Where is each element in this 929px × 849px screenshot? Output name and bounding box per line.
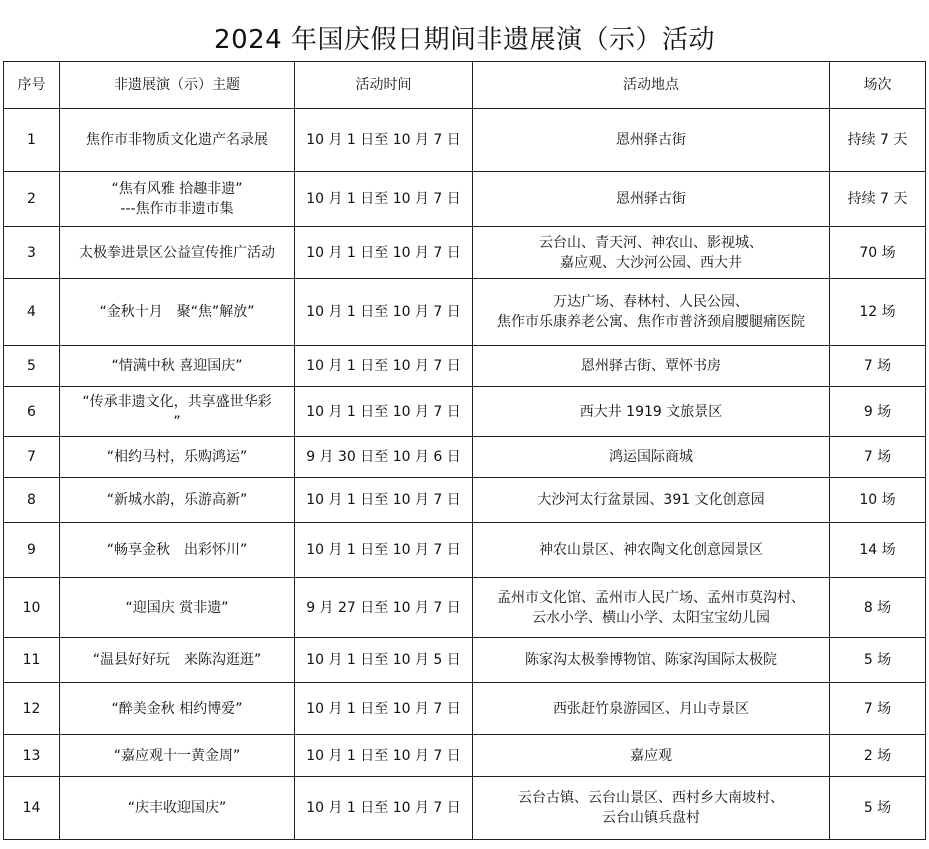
cell-index-text: 10 [22, 599, 41, 616]
cell-theme [60, 387, 295, 437]
cell-sessions-text: 5 场 [863, 800, 892, 816]
cell-sessions [830, 638, 926, 683]
cell-time-text: 10 月 1 日至 10 月 7 日 [306, 747, 461, 764]
cell-location-text: 神农山景区、神农陶文化创意园景区 [539, 542, 763, 558]
cell-sessions [830, 523, 926, 578]
cell-sessions [830, 227, 926, 279]
cell-sessions [830, 346, 926, 387]
cell-location-text: 大沙河太行盆景园、391 文化创意园 [537, 492, 765, 508]
cell-time [295, 735, 473, 777]
cell-sessions-text: 持续 7 天 [847, 191, 908, 207]
header-time: 活动时间 [295, 62, 473, 109]
cell-theme [60, 638, 295, 683]
cell-sessions-text: 2 场 [863, 747, 892, 764]
cell-theme-text: “情满中秋 喜迎国庆” [111, 358, 243, 374]
cell-index-text: 9 [27, 542, 36, 558]
cell-index [4, 172, 60, 227]
cell-location-text: 西张赶竹泉游园区、月山寺景区 [553, 700, 749, 717]
cell-location-text-line2: 云水小学、横山小学、太阳宝宝幼儿园 [532, 609, 770, 626]
cell-theme [60, 478, 295, 523]
cell-theme [60, 777, 295, 840]
table-row [4, 735, 926, 777]
cell-index [4, 227, 60, 279]
header-index: 序号 [4, 62, 60, 109]
cell-index [4, 387, 60, 437]
cell-index [4, 523, 60, 578]
cell-location [473, 735, 830, 777]
cell-time-text: 10 月 1 日至 10 月 7 日 [306, 191, 461, 207]
cell-location-text: 万达广场、春林村、人民公园、 [553, 294, 749, 310]
table-row [4, 777, 926, 840]
cell-location [473, 109, 830, 172]
cell-location-text-line2: 云台山镇兵盘村 [602, 810, 700, 826]
cell-index-text: 5 [27, 358, 36, 374]
cell-time [295, 478, 473, 523]
cell-theme [60, 172, 295, 227]
cell-sessions-text: 7 场 [863, 700, 892, 717]
cell-theme-text-line2: ” [173, 413, 181, 430]
cell-index [4, 683, 60, 735]
cell-sessions-text: 9 场 [863, 403, 892, 420]
cell-sessions-text: 5 场 [863, 652, 892, 668]
cell-theme-text: “迎国庆 赏非遗” [125, 599, 229, 616]
cell-location-text: 云台古镇、云台山景区、西村乡大南坡村、 [518, 790, 784, 806]
table-row [4, 387, 926, 437]
cell-index [4, 437, 60, 478]
cell-location [473, 227, 830, 279]
cell-sessions [830, 172, 926, 227]
cell-location [473, 387, 830, 437]
cell-sessions-text: 7 场 [863, 358, 892, 374]
cell-location [473, 279, 830, 346]
cell-sessions-text: 14 场 [859, 542, 896, 558]
cell-theme [60, 578, 295, 638]
table-row [4, 578, 926, 638]
cell-location [473, 172, 830, 227]
document-title: 2024 年国庆假日期间非遗展演（示）活动 [214, 25, 715, 55]
cell-location-text: 孟州市文化馆、孟州市人民广场、孟州市莫沟村、 [497, 589, 805, 606]
cell-theme [60, 437, 295, 478]
cell-index [4, 777, 60, 840]
cell-sessions [830, 437, 926, 478]
cell-index-text: 6 [27, 403, 36, 420]
cell-theme-text: “嘉应观十一黄金周” [113, 747, 241, 764]
cell-location-text-line2: 嘉应观、大沙河公园、西大井 [560, 254, 742, 271]
table-header-row [4, 62, 926, 109]
cell-index [4, 478, 60, 523]
cell-index [4, 279, 60, 346]
cell-index-text: 3 [27, 244, 36, 261]
cell-theme [60, 227, 295, 279]
cell-time [295, 346, 473, 387]
cell-location-text: 恩州驿古街 [616, 132, 686, 148]
cell-theme [60, 279, 295, 346]
cell-sessions-text: 8 场 [863, 599, 892, 616]
cell-theme-text: “相约马村，乐购鸿运” [106, 449, 248, 465]
cell-index [4, 638, 60, 683]
header-theme: 非遗展演（示）主题 [60, 62, 295, 109]
cell-location-text: 恩州驿古街、覃怀书房 [581, 358, 721, 374]
cell-theme-text: 太极拳进景区公益宣传推广活动 [79, 244, 275, 261]
cell-theme-text: “畅享金秋 出彩怀川” [106, 542, 248, 558]
table-row [4, 478, 926, 523]
cell-time [295, 279, 473, 346]
cell-location [473, 777, 830, 840]
cell-sessions [830, 777, 926, 840]
cell-time-text: 10 月 1 日至 10 月 7 日 [306, 358, 461, 374]
cell-location-text: 嘉应观 [630, 747, 672, 764]
cell-index [4, 346, 60, 387]
cell-sessions [830, 279, 926, 346]
table-row [4, 437, 926, 478]
cell-time-text: 10 月 1 日至 10 月 7 日 [306, 132, 461, 148]
cell-sessions [830, 683, 926, 735]
cell-sessions-text: 12 场 [859, 304, 896, 320]
cell-index-text: 13 [22, 747, 41, 764]
cell-location [473, 478, 830, 523]
table-row [4, 638, 926, 683]
table-row [4, 227, 926, 279]
cell-index-text: 11 [22, 652, 41, 668]
cell-sessions [830, 578, 926, 638]
cell-time-text: 10 月 1 日至 10 月 7 日 [306, 244, 461, 261]
cell-sessions-text: 持续 7 天 [847, 132, 908, 148]
cell-theme-text: 焦作市非物质文化遗产名录展 [86, 132, 268, 148]
cell-index [4, 735, 60, 777]
cell-theme [60, 346, 295, 387]
cell-location [473, 523, 830, 578]
cell-time-text: 10 月 1 日至 10 月 7 日 [306, 403, 461, 420]
event-table [3, 61, 926, 840]
cell-location-text: 鸿运国际商城 [609, 449, 693, 465]
cell-time [295, 437, 473, 478]
cell-sessions [830, 478, 926, 523]
cell-time [295, 777, 473, 840]
cell-theme [60, 109, 295, 172]
cell-theme [60, 683, 295, 735]
cell-time [295, 683, 473, 735]
table-row [4, 172, 926, 227]
cell-time-text: 10 月 1 日至 10 月 7 日 [306, 542, 461, 558]
table-row [4, 683, 926, 735]
cell-time-text: 10 月 1 日至 10 月 7 日 [306, 304, 461, 320]
cell-location-text: 恩州驿古街 [616, 191, 686, 207]
cell-index-text: 4 [27, 304, 36, 320]
cell-time [295, 523, 473, 578]
cell-sessions-text: 10 场 [859, 492, 896, 508]
cell-time [295, 578, 473, 638]
table-row [4, 109, 926, 172]
cell-sessions [830, 387, 926, 437]
cell-sessions [830, 735, 926, 777]
cell-index-text: 14 [22, 800, 41, 816]
cell-theme-text: “温县好好玩 来陈沟逛逛” [92, 652, 262, 668]
cell-theme-text: “传承非遗文化，共享盛世华彩 [82, 393, 272, 410]
cell-sessions-text: 70 场 [859, 244, 896, 261]
cell-location [473, 437, 830, 478]
cell-time [295, 227, 473, 279]
cell-location-text: 西大井 1919 文旅景区 [579, 403, 723, 420]
cell-theme [60, 523, 295, 578]
cell-sessions-text: 7 场 [863, 449, 892, 465]
cell-theme-text: “焦有风雅 拾趣非遗” [111, 181, 243, 197]
cell-time [295, 172, 473, 227]
cell-theme-text: “醉美金秋 相约博爱” [111, 700, 243, 717]
cell-theme [60, 735, 295, 777]
cell-index-text: 12 [22, 700, 41, 717]
cell-index [4, 578, 60, 638]
cell-theme-text: “新城水韵，乐游高新” [106, 492, 248, 508]
cell-time [295, 109, 473, 172]
cell-index-text: 8 [27, 492, 36, 508]
cell-location-text: 陈家沟太极拳博物馆、陈家沟国际太极院 [525, 652, 777, 668]
header-location: 活动地点 [473, 62, 830, 109]
cell-index-text: 7 [27, 449, 36, 465]
cell-time-text: 9 月 30 日至 10 月 6 日 [306, 449, 461, 465]
cell-time-text: 10 月 1 日至 10 月 7 日 [306, 700, 461, 717]
cell-location-text-line2: 焦作市乐康养老公寓、焦作市普济颈肩腰腿痛医院 [497, 314, 805, 330]
cell-time-text: 10 月 1 日至 10 月 7 日 [306, 800, 461, 816]
cell-time-text: 10 月 1 日至 10 月 5 日 [306, 652, 461, 668]
cell-location [473, 683, 830, 735]
table-body [4, 109, 926, 840]
cell-theme-text: “庆丰收迎国庆” [127, 800, 227, 816]
cell-time-text: 10 月 1 日至 10 月 7 日 [306, 492, 461, 508]
cell-time-text: 9 月 27 日至 10 月 7 日 [306, 599, 461, 616]
cell-index-text: 1 [27, 132, 36, 148]
table-row [4, 346, 926, 387]
cell-time [295, 387, 473, 437]
cell-theme-text-line2: ---焦作市非遗市集 [120, 201, 234, 217]
header-sessions: 场次 [830, 62, 926, 109]
cell-location [473, 346, 830, 387]
cell-sessions [830, 109, 926, 172]
cell-theme-text: “金秋十月 聚“焦”解放” [99, 304, 255, 320]
cell-index [4, 109, 60, 172]
cell-location-text: 云台山、青天河、神农山、影视城、 [539, 234, 763, 251]
cell-location [473, 638, 830, 683]
cell-time [295, 638, 473, 683]
cell-location [473, 578, 830, 638]
table-row [4, 279, 926, 346]
table-row [4, 523, 926, 578]
cell-index-text: 2 [27, 191, 36, 207]
